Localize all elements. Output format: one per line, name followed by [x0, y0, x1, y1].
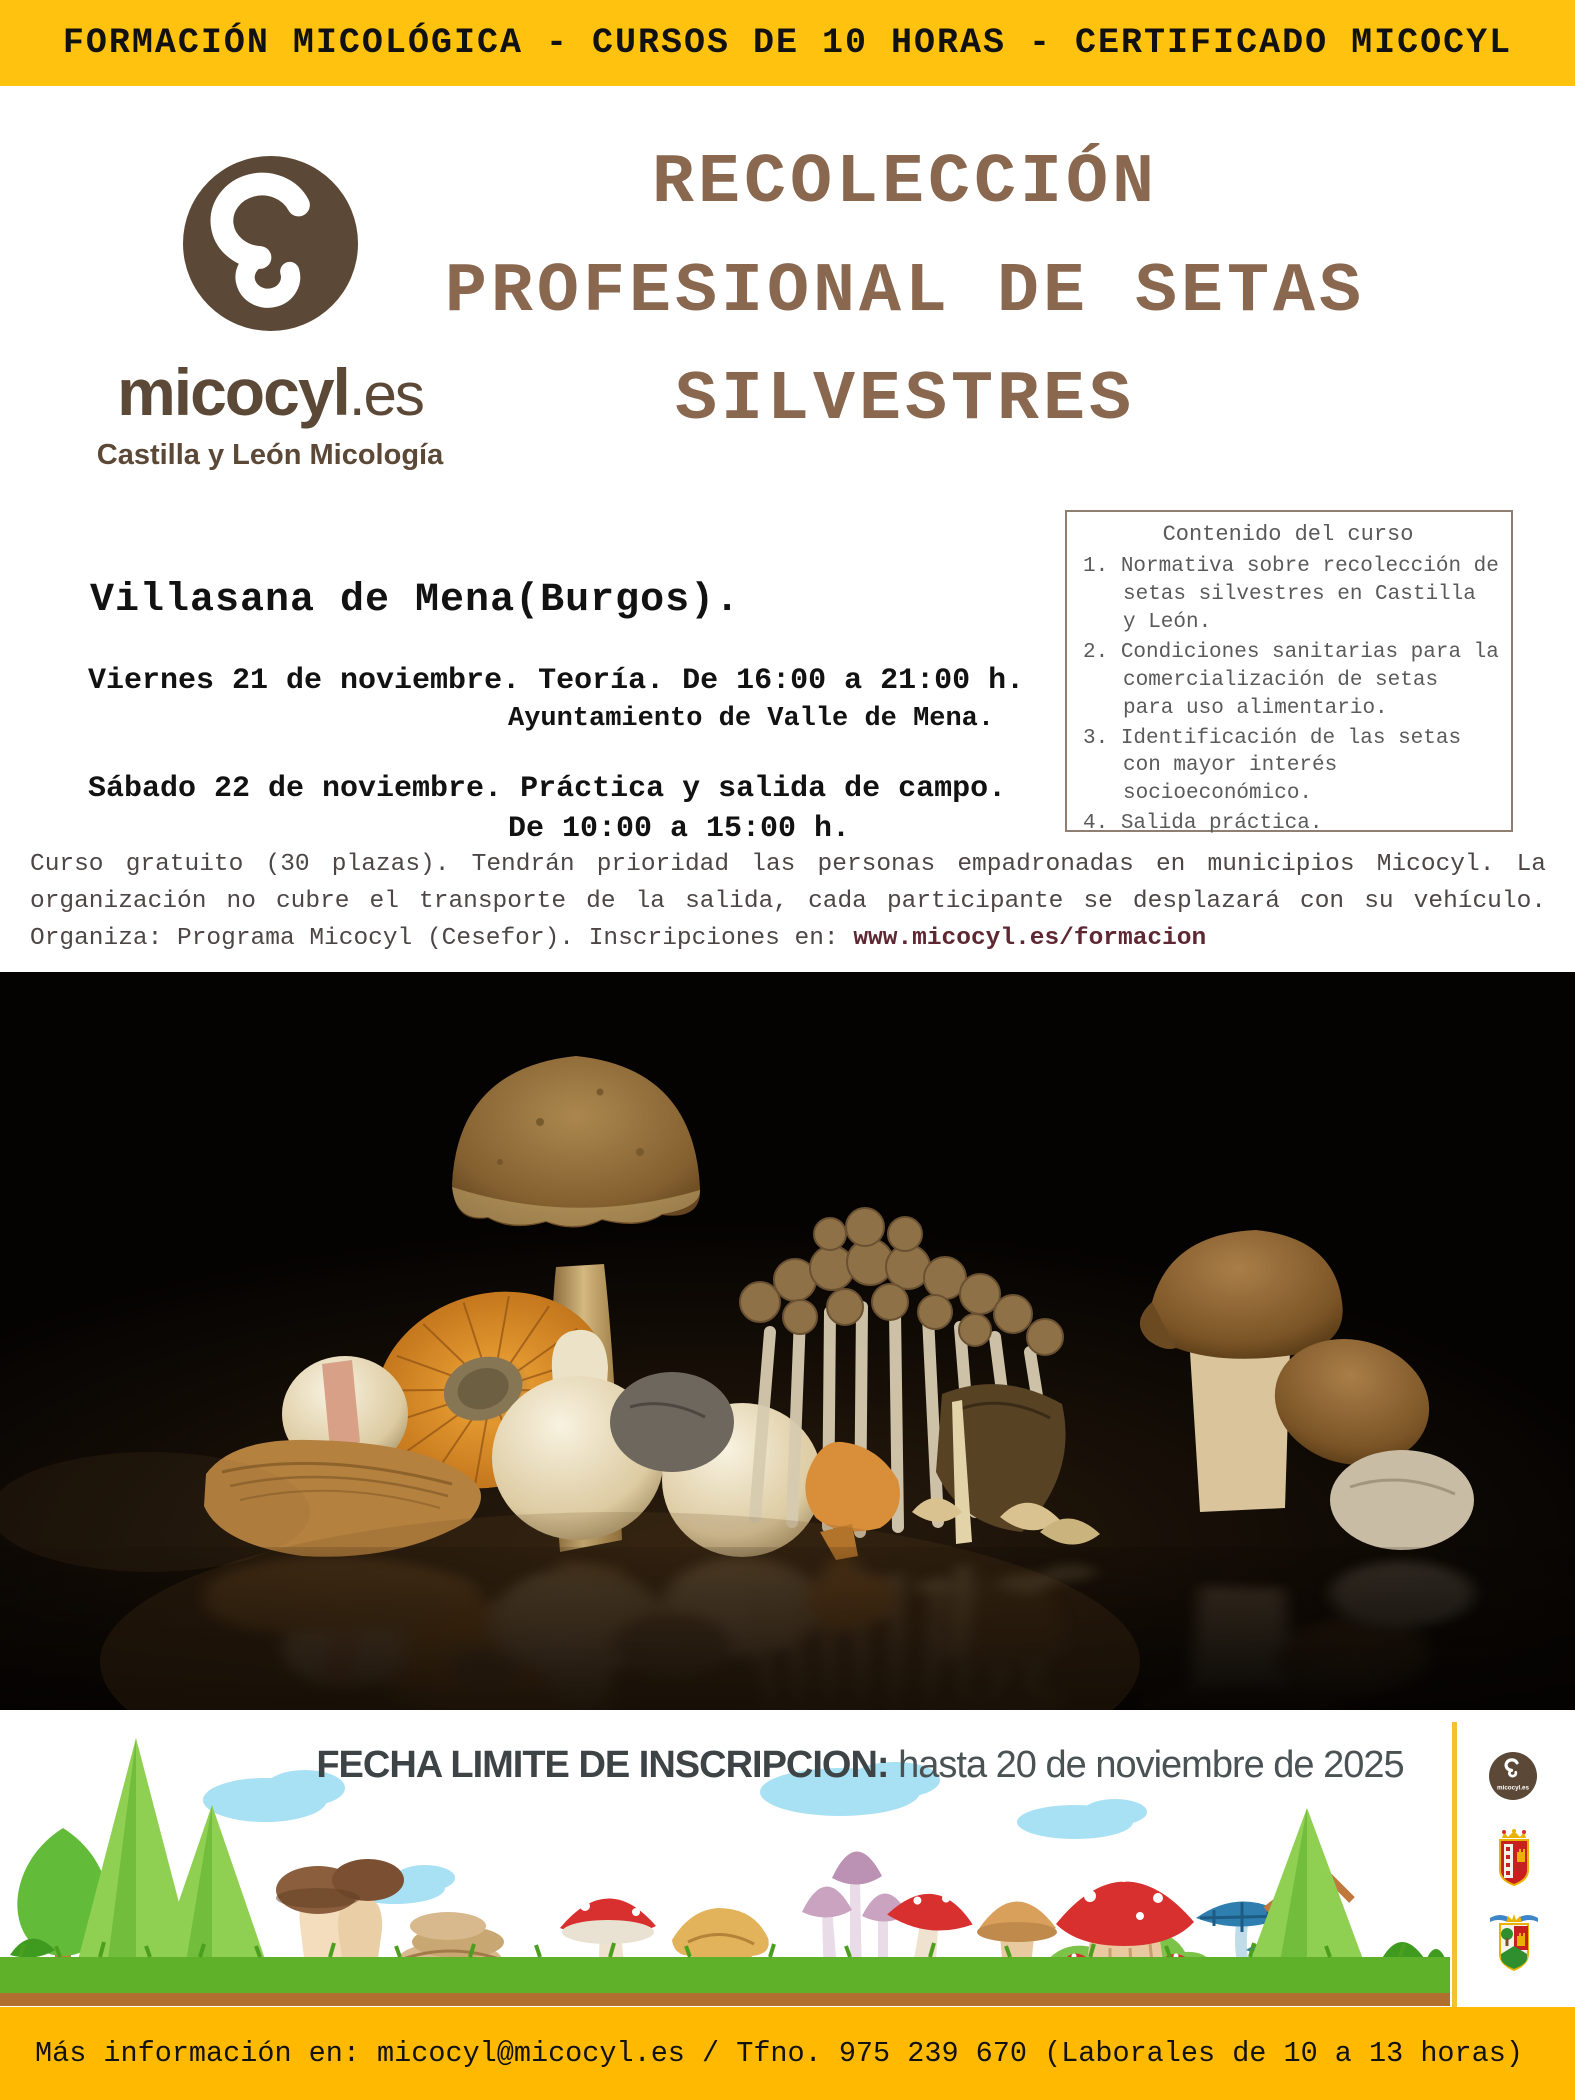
burgos-crest-icon	[1496, 1828, 1532, 1888]
header-section	[0, 86, 1575, 972]
inscription-url: www.micocyl.es/formacion	[853, 925, 1207, 953]
schedule-friday: Viernes 21 de noviembre. Teoría. De 16:00 a 21:00 h.	[88, 664, 1025, 698]
location-text: Villasana de Mena(Burgos).	[90, 578, 741, 623]
deadline-band	[0, 1710, 1575, 2007]
poster-title	[440, 130, 1370, 456]
schedule-friday-place: Ayuntamiento de Valle de Mena.	[508, 704, 995, 734]
course-item: Salida práctica.	[1120, 812, 1323, 836]
mushroom-logo-icon	[183, 156, 358, 331]
title-line-1: RECOLECCIÓN	[651, 144, 1159, 223]
micocyl-logo	[80, 156, 460, 472]
course-box-title: Contenido del curso	[1162, 522, 1414, 547]
logo-tagline: Castilla y León Micología	[96, 439, 444, 471]
course-content-list	[1077, 553, 1499, 838]
footer-bar	[0, 2007, 1575, 2100]
top-banner-text: FORMACIÓN MICOLÓGICA - CURSOS DE 10 HORAS - CERTIFICADO MICOCYL	[62, 23, 1513, 63]
title-line-3: SILVESTRES	[674, 361, 1136, 440]
course-content-box	[1065, 510, 1513, 836]
top-banner	[0, 0, 1575, 86]
vertical-divider	[1452, 1722, 1457, 2007]
title-line-2: PROFESIONAL DE SETAS	[444, 252, 1366, 332]
valle-de-mena-crest-icon	[1488, 1910, 1540, 1974]
mushroom-still-life-photo	[0, 972, 1575, 1710]
course-item: Identificación de las setas con mayor interés socioeconómico.	[1120, 726, 1462, 806]
course-item: Condiciones sanitarias para la comercialización de setas para uso alimentario.	[1120, 640, 1499, 720]
deadline-text	[135, 1744, 1575, 1787]
deadline-label: FECHA LIMITE DE INSCRIPCION:	[316, 1744, 889, 1786]
logo-wordmark-tld: .es	[348, 361, 423, 428]
svg-text:micocyl.es: micocyl.es	[1497, 1784, 1529, 1792]
schedule-saturday: Sábado 22 de noviembre. Práctica y salida de campo.	[88, 772, 1007, 806]
details-paragraph	[30, 846, 1546, 958]
course-item: Normativa sobre recolección de setas silvestres en Castilla y León.	[1120, 555, 1499, 634]
logo-wordmark	[80, 355, 460, 429]
footer-contact-text: Más información en: micocyl@micocyl.es / Tfno. 975 239 670 (Laborales de 10 a 13 horas)	[35, 2037, 1523, 2070]
logo-wordmark-main: micocyl	[117, 355, 349, 429]
details-text: Curso gratuito (30 plazas). Tendrán prioridad las personas empadronadas en municipios Micocyl. La organización no cubre el transporte de la salida, cada participante se desplazará con su vehículo. Organiza: Programa Micocyl (Cesefor). Inscripciones en:	[30, 851, 1546, 953]
schedule-saturday-hours: De 10:00 a 15:00 h.	[508, 812, 851, 846]
micocyl-badge-icon	[1489, 1752, 1537, 1800]
logos-column	[1458, 1710, 1575, 2007]
deadline-value: hasta 20 de noviembre de 2025	[888, 1744, 1404, 1786]
